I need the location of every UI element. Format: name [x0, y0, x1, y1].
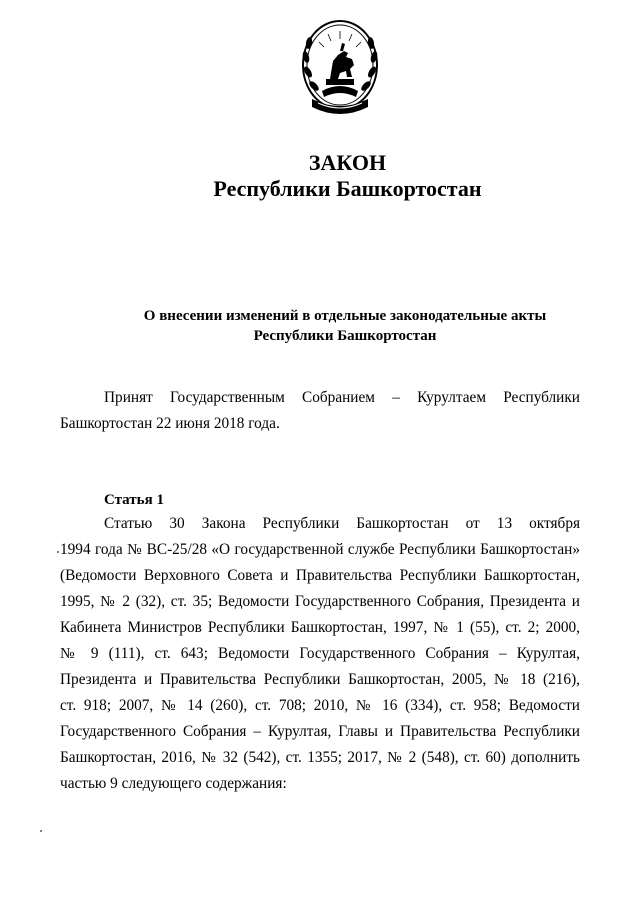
law-title: ЗАКОН	[308, 150, 387, 175]
law-heading-line-2: Республики Башкортостан	[253, 328, 437, 344]
article-1-line: ст. 918; 2007, № 14 (260), ст. 708; 2010, № 16 (334), ст. 958; Ведомости	[60, 697, 580, 714]
law-subtitle: Республики Башкортостан	[213, 176, 482, 201]
adoption-note	[60, 385, 580, 437]
article-1-line: Кабинета Министров Республики Башкортостан, 1997, № 1 (55), ст. 2; 2000,	[60, 619, 580, 636]
article-1-line: Башкортостан, 2016, № 32 (542), ст. 1355; 2017, № 2 (548), ст. 60) дополнить	[60, 749, 580, 766]
scan-speck	[40, 830, 42, 832]
law-heading-line-1: О внесении изменений в отдельные законодательные акты	[143, 308, 547, 324]
article-1-line: Государственного Собрания – Курултая, Главы и Правительства Республики	[60, 723, 580, 740]
article-1-line: Президента и Правительства Республики Башкортостан, 2005, № 18 (216),	[60, 671, 580, 688]
article-1-line: (Ведомости Верховного Совета и Правительства Республики Башкортостан,	[60, 567, 580, 584]
article-1-body	[60, 511, 580, 797]
adoption-note-line-1: Принят Государственным Собранием – Курултаем Республики	[104, 389, 580, 406]
article-1-line: частью 9 следующего содержания:	[60, 775, 287, 792]
bashkortostan-coat-of-arms-icon	[300, 17, 380, 121]
adoption-note-line-2: Башкортостан 22 июня 2018 года.	[60, 415, 280, 432]
article-1-line: 1995, № 2 (32), ст. 35; Ведомости Государственного Собрания, Президента и	[60, 593, 580, 610]
article-1-line: 1994 года № ВС-25/28 «О государственной службе Республики Башкортостан»	[60, 541, 580, 558]
article-1-line: Статью 30 Закона Республики Башкортостан от 13 октября	[104, 515, 580, 532]
article-1-title: Статья 1	[104, 492, 164, 508]
scan-speck	[57, 551, 59, 553]
article-1-line: № 9 (111), ст. 643; Ведомости Государственного Собрания – Курултая,	[60, 645, 580, 662]
